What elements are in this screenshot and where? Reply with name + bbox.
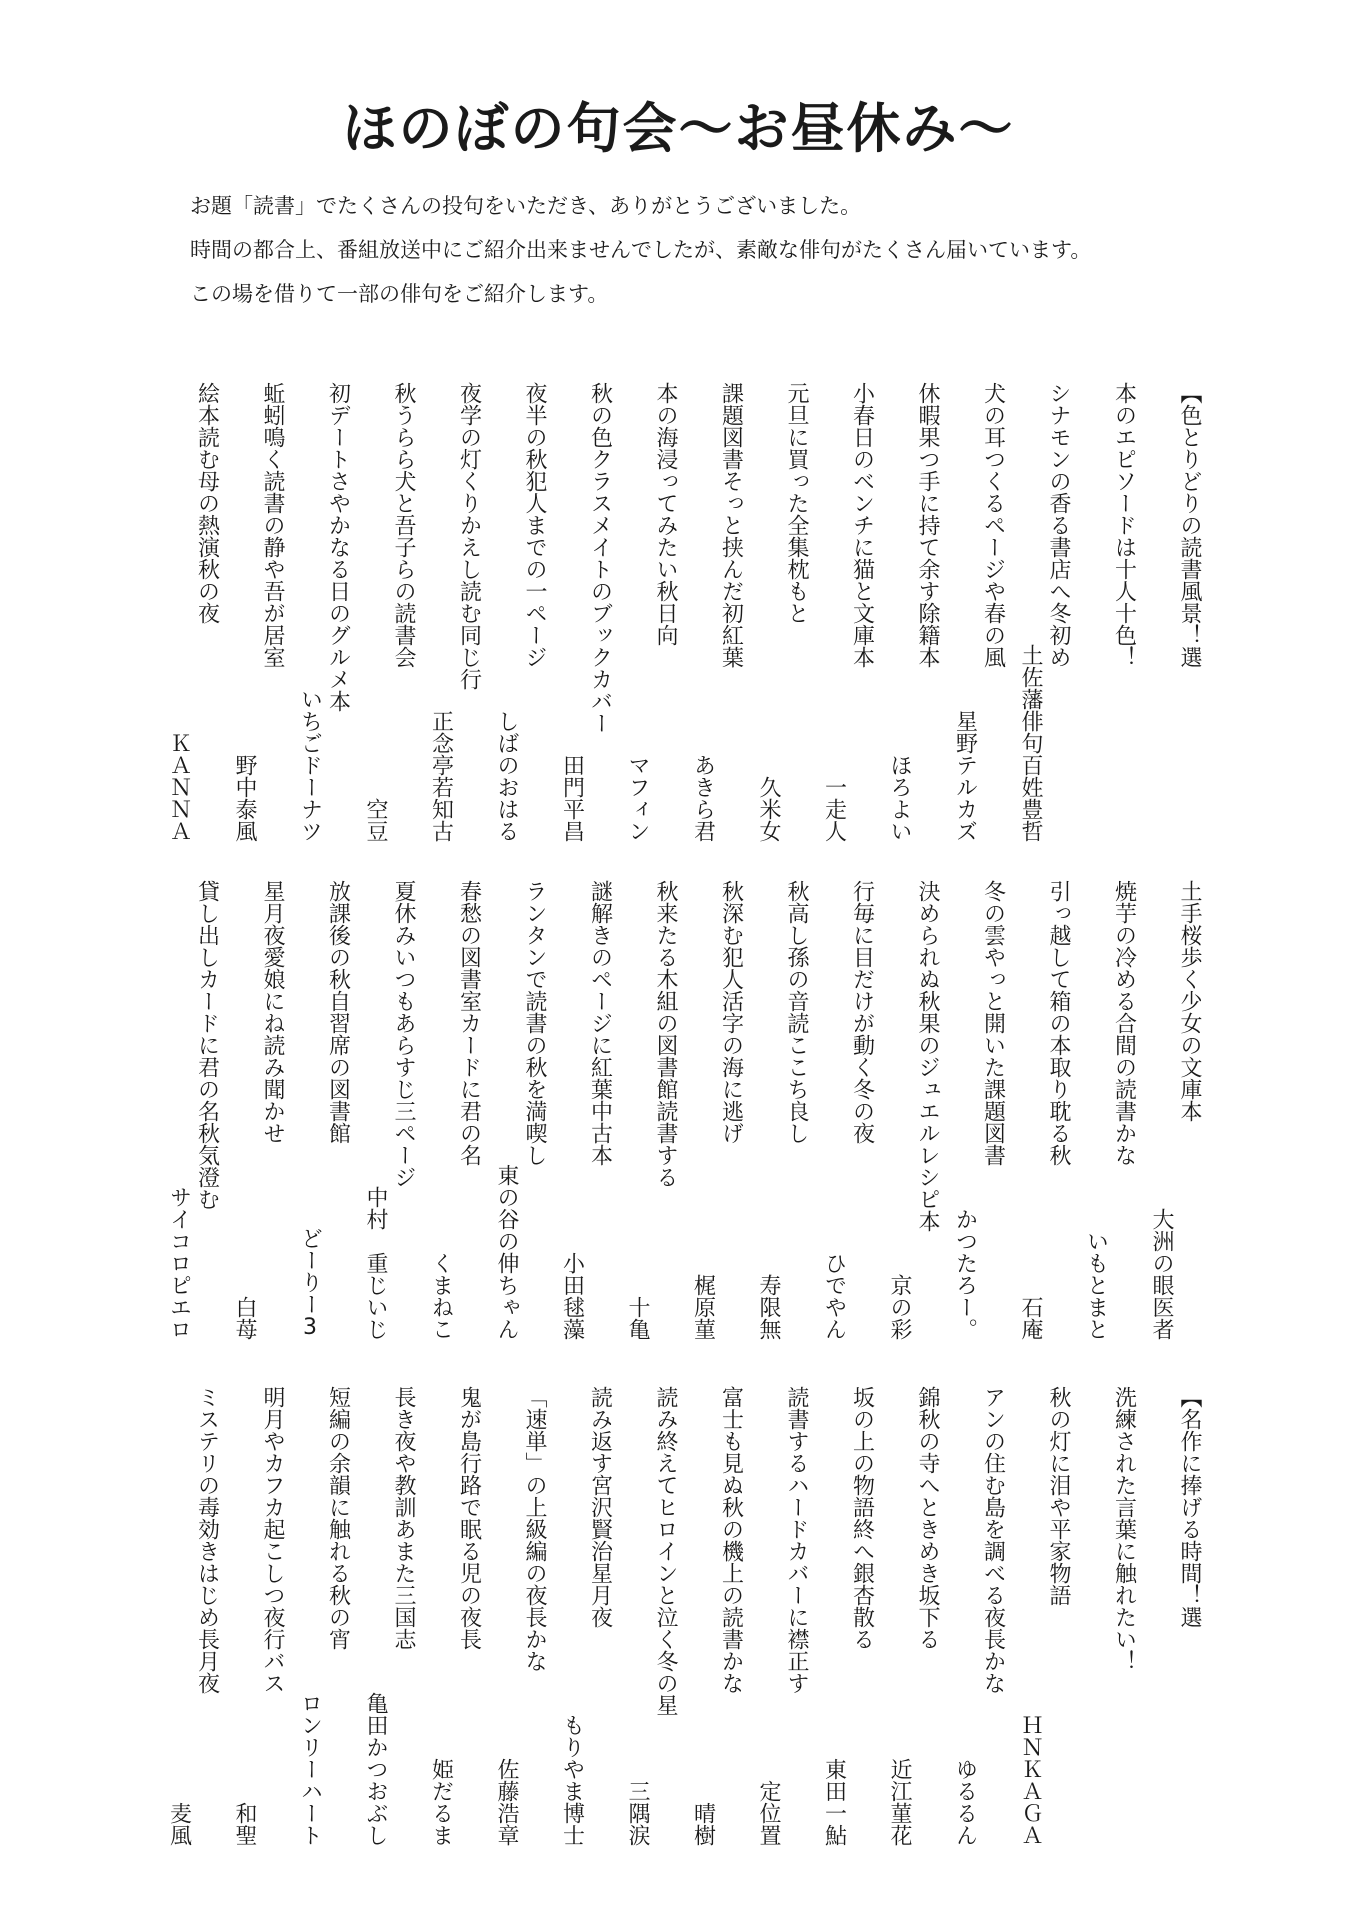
section-heading: 【色とりどりの読書風景！選 bbox=[1177, 382, 1202, 668]
haiku-text: 鬼が島行路で眠る児の夜長 bbox=[456, 1386, 482, 1650]
haiku-text: 読み返す宮沢賢治星月夜 bbox=[587, 1386, 613, 1628]
haiku-text: 小春日のベンチに猫と文庫本 bbox=[849, 382, 875, 668]
haiku-author: 亀田かつおぶし bbox=[363, 1692, 388, 1846]
haiku-section-2 bbox=[150, 880, 1210, 1340]
haiku-author: 田門平昌 bbox=[559, 754, 585, 842]
haiku-author: 梶原菫 bbox=[690, 1274, 716, 1340]
haiku-text: 放課後の秋自習席の図書館 bbox=[325, 880, 351, 1144]
haiku-text: 短編の余韻に触れる秋の宵 bbox=[325, 1386, 351, 1650]
haiku-section-1 bbox=[150, 382, 1210, 842]
haiku-author: ほろよい bbox=[887, 754, 912, 842]
haiku-author: ゆるるん bbox=[952, 1758, 978, 1846]
haiku-author: 和聖 bbox=[232, 1802, 257, 1846]
haiku-author: 姫だるま bbox=[428, 1758, 454, 1846]
haiku-author: もりやま博士 bbox=[559, 1714, 585, 1846]
haiku-author: 小田毬藻 bbox=[559, 1252, 585, 1340]
haiku-text: 冬の雲やっと開いた課題図書 bbox=[980, 880, 1006, 1166]
haiku-text: 読み終えてヒロインと泣く冬の星 bbox=[653, 1386, 678, 1716]
haiku-text: 本の海浸ってみたい秋日向 bbox=[653, 382, 678, 646]
haiku-text: 秋深む犯人活字の海に逃げ bbox=[718, 880, 744, 1144]
haiku-author: いちごドーナツ bbox=[297, 688, 323, 842]
haiku-text: 決められぬ秋果のジュエルレシピ本 bbox=[915, 880, 940, 1232]
haiku-author: サイコロピエロ bbox=[166, 1186, 192, 1340]
haiku-author: ロンリーハート bbox=[297, 1692, 323, 1846]
haiku-text: 夏休みいつもあらすじ三ページ bbox=[391, 880, 416, 1188]
haiku-author: 東の谷の伸ちゃん bbox=[494, 1164, 519, 1340]
haiku-text: シナモンの香る書店へ冬初め bbox=[1046, 382, 1071, 668]
haiku-author: 麦風 bbox=[166, 1802, 192, 1846]
haiku-author: くまねこ bbox=[428, 1252, 454, 1340]
haiku-text: 秋の灯に泪や平家物語 bbox=[1046, 1386, 1071, 1606]
haiku-text: 犬の耳つくるページや春の風 bbox=[980, 382, 1006, 668]
haiku-text: アンの住む島を調べる夜長かな bbox=[980, 1386, 1006, 1694]
haiku-author: 十亀 bbox=[625, 1296, 650, 1340]
haiku-author: 土佐藩俳句百姓豊哲 bbox=[1018, 644, 1043, 842]
haiku-text: 明月やカフカ起こしつ夜行バス bbox=[260, 1386, 285, 1694]
haiku-author: 久米女 bbox=[756, 776, 781, 842]
haiku-author: 定位置 bbox=[756, 1780, 781, 1846]
haiku-text: 引っ越して箱の本取り耽る秋 bbox=[1046, 880, 1071, 1166]
haiku-text: 課題図書そっと挟んだ初紅葉 bbox=[718, 382, 744, 668]
haiku-text: 星月夜愛娘にね読み聞かせ bbox=[260, 880, 285, 1144]
haiku-text: 富士も見ぬ秋の機上の読書かな bbox=[718, 1386, 744, 1694]
haiku-text: 読書するハードカバーに襟正す bbox=[784, 1386, 809, 1694]
haiku-author: あきら君 bbox=[690, 754, 716, 842]
haiku-author: 正念亭若知古 bbox=[428, 710, 454, 842]
haiku-author: 京の彩 bbox=[887, 1274, 912, 1340]
haiku-text: 秋来たる木組の図書館読書する bbox=[653, 880, 678, 1188]
haiku-text: 焼芋の冷める合間の読書かな bbox=[1111, 880, 1137, 1166]
haiku-author: 近江菫花 bbox=[887, 1758, 912, 1846]
haiku-author: 佐藤浩章 bbox=[494, 1758, 519, 1846]
haiku-text: 土手桜歩く少女の文庫本 bbox=[1177, 880, 1202, 1122]
haiku-author: いもとまと bbox=[1083, 1230, 1109, 1340]
intro-line-2: 時間の都合上、番組放送中にご紹介出来ませんでしたが、素敵な俳句がたくさん届いています。 bbox=[190, 238, 1092, 262]
haiku-author: かつたろー。 bbox=[952, 1208, 978, 1340]
section-heading: 本のエピソードは十人十色！ bbox=[1111, 382, 1137, 668]
haiku-text: 「速単」の上級編の夜長かな bbox=[522, 1386, 547, 1672]
haiku-text: 夜半の秋犯人までの一ページ bbox=[522, 382, 547, 668]
haiku-section-3 bbox=[150, 1386, 1210, 1846]
haiku-author: 中村 重じいじ bbox=[363, 1186, 388, 1340]
haiku-text: 坂の上の物語終へ銀杏散る bbox=[849, 1386, 875, 1650]
intro-line-1: お題「読書」でたくさんの投句をいただき、ありがとうございました。 bbox=[190, 194, 862, 218]
haiku-author: 晴樹 bbox=[690, 1802, 716, 1846]
haiku-text: 秋の色クラスメイトのブックカバー bbox=[587, 382, 613, 734]
haiku-author: ＫＡＮＮＡ bbox=[166, 732, 192, 842]
section-heading: 【名作に捧げる時間！選 bbox=[1177, 1386, 1202, 1628]
haiku-text: 行毎に目だけが動く冬の夜 bbox=[849, 880, 875, 1144]
haiku-text: 夜学の灯くりかえし読む同じ行 bbox=[456, 382, 482, 690]
haiku-text: 謎解きのページに紅葉中古本 bbox=[587, 880, 613, 1166]
haiku-text: 錦秋の寺へときめき坂下る bbox=[915, 1386, 940, 1650]
haiku-text: 初デートさやかなる日のグルメ本 bbox=[325, 382, 351, 712]
haiku-author: 一走人 bbox=[821, 776, 847, 842]
haiku-author: 空豆 bbox=[363, 798, 388, 842]
haiku-author: 三隅涙 bbox=[625, 1780, 650, 1846]
haiku-text: 絵本読む母の熱演秋の夜 bbox=[194, 382, 220, 624]
haiku-text: 春愁の図書室カードに君の名 bbox=[456, 880, 482, 1166]
haiku-author: 野中泰風 bbox=[232, 754, 257, 842]
haiku-author: 寿限無 bbox=[756, 1274, 781, 1340]
haiku-text: 長き夜や教訓あまた三国志 bbox=[391, 1386, 416, 1650]
intro-line-3: この場を借りて一部の俳句をご紹介します。 bbox=[190, 282, 609, 306]
haiku-text: ミステリの毒効きはじめ長月夜 bbox=[194, 1386, 220, 1694]
haiku-text: 貸し出しカードに君の名秋気澄む bbox=[194, 880, 220, 1210]
haiku-text: 蚯蚓鳴く読書の静や吾が居室 bbox=[260, 382, 285, 668]
page-title: ほのぼの句会〜お昼休み〜 bbox=[342, 97, 1015, 160]
haiku-text: ランタンで読書の秋を満喫し bbox=[522, 880, 547, 1166]
haiku-author: マフィン bbox=[625, 754, 650, 842]
haiku-text: 秋高し孫の音読ここち良し bbox=[784, 880, 809, 1144]
haiku-text: 秋うらら犬と吾子らの読書会 bbox=[391, 382, 416, 668]
haiku-author: どーりー3 bbox=[297, 1227, 323, 1340]
haiku-author: 東田一鮎 bbox=[821, 1758, 847, 1846]
haiku-text: 休暇果つ手に持て余す除籍本 bbox=[915, 382, 940, 668]
section-heading: 洗練された言葉に触れたい！ bbox=[1111, 1386, 1137, 1672]
intro-text bbox=[190, 184, 1270, 316]
haiku-author: 石庵 bbox=[1018, 1296, 1043, 1340]
haiku-author: しばのおはる bbox=[494, 710, 519, 842]
haiku-author: 大洲の眼医者 bbox=[1149, 1208, 1174, 1340]
haiku-text: 元旦に買った全集枕もと bbox=[784, 382, 809, 624]
haiku-author: 星野テルカズ bbox=[952, 710, 978, 842]
haiku-author: ひでやん bbox=[821, 1252, 847, 1340]
haiku-author: ＨＮＫＡＧＡ bbox=[1018, 1714, 1043, 1846]
haiku-author: 白苺 bbox=[232, 1296, 257, 1340]
